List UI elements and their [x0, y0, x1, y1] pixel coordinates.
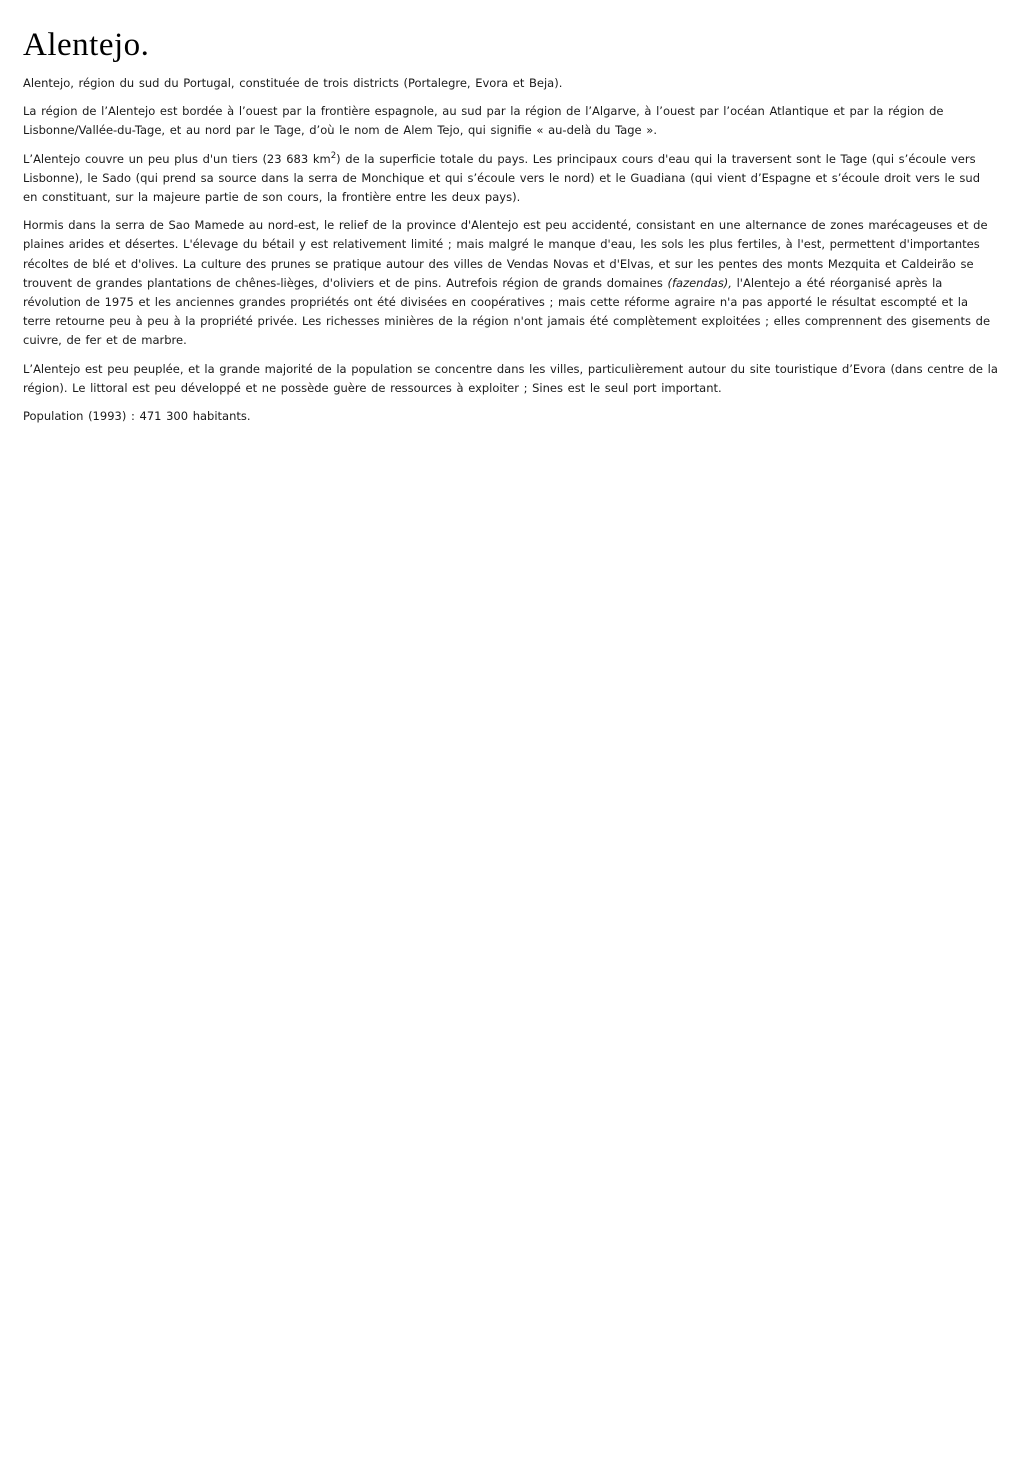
text-segment: L’Alentejo est peu peuplée, et la grande majorité de la population se concentre dans les villes, particulièrement autour du site touristique d’Evora (dans centre de la région). Le littoral est peu développé et ne possède guère de ressources à exploiter ; Sines est le seul port important. [23, 361, 998, 395]
paragraph [23, 150, 998, 208]
text-segment: Population (1993) : 471 300 habitants. [23, 409, 251, 424]
paragraph [23, 360, 998, 398]
document-page [0, 0, 1034, 426]
text-segment: l'Alentejo a été réorganisé après la révolution de 1975 et les anciennes grandes propriétés ont été divisées en coopératives ; mais cette réforme agraire n'a pas apporté le résultat escompté et la terre retourne peu à peu à la propriété privée. Les richesses minières de la région n'ont jamais été complètement exploitées ; elles comprennent des gisements de cuivre, de fer et de marbre. [23, 275, 991, 348]
text-segment: La région de l’Alentejo est bordée à l’ouest par la frontière espagnole, au sud par la région de l’Algarve, à l’ouest par l’océan Atlantique et par la région de Lisbonne/Vallée-du-Tage, et au nord par le Tage, d’où le nom de Alem Tejo, qui signifie « au-delà du Tage ». [23, 104, 944, 138]
article-body [23, 74, 998, 426]
text-segment: 2 [330, 150, 337, 161]
text-segment: ) de la superficie totale du pays. Les principaux cours d'eau qui la traversent sont le Tage (qui s’écoule vers Lisbonne), le Sado (qui prend sa source dans la serra de Monchique et qui s’écoule vers le nord) et le Guadiana (qui vient d’Espagne et s’écoule droit vers le sud en constituant, sur la majeure partie de son cours, la frontière entre les deux pays). [23, 151, 981, 205]
text-segment: (fazendas), [667, 275, 732, 290]
paragraph [23, 74, 998, 93]
page-title: Alentejo. [23, 27, 150, 63]
paragraph [23, 216, 998, 350]
paragraph [23, 102, 998, 140]
text-segment: L’Alentejo couvre un peu plus d'un tiers (23 683 km [23, 151, 331, 166]
text-segment: Hormis dans la serra de Sao Mamede au nord-est, le relief de la province d'Alentejo est peu accidenté, consistant en une alternance de zones marécageuses et de plaines arides et désertes. L'élevage du bétail y est relativement limité ; mais malgré le manque d'eau, les sols les plus fertiles, à l'est, permettent d'importantes récoltes de blé et d'olives. La culture des prunes se pratique autour des villes de Vendas Novas et d'Elvas, et sur les pentes des monts Mezquita et Caldeirão se trouvent de grandes plantations de chênes-lièges, d'oliviers et de pins. Autrefois région de grands domaines [23, 218, 988, 290]
paragraph [23, 407, 998, 426]
text-segment: Alentejo, région du sud du Portugal, constituée de trois districts (Portalegre, Evora et Beja). [23, 76, 563, 90]
